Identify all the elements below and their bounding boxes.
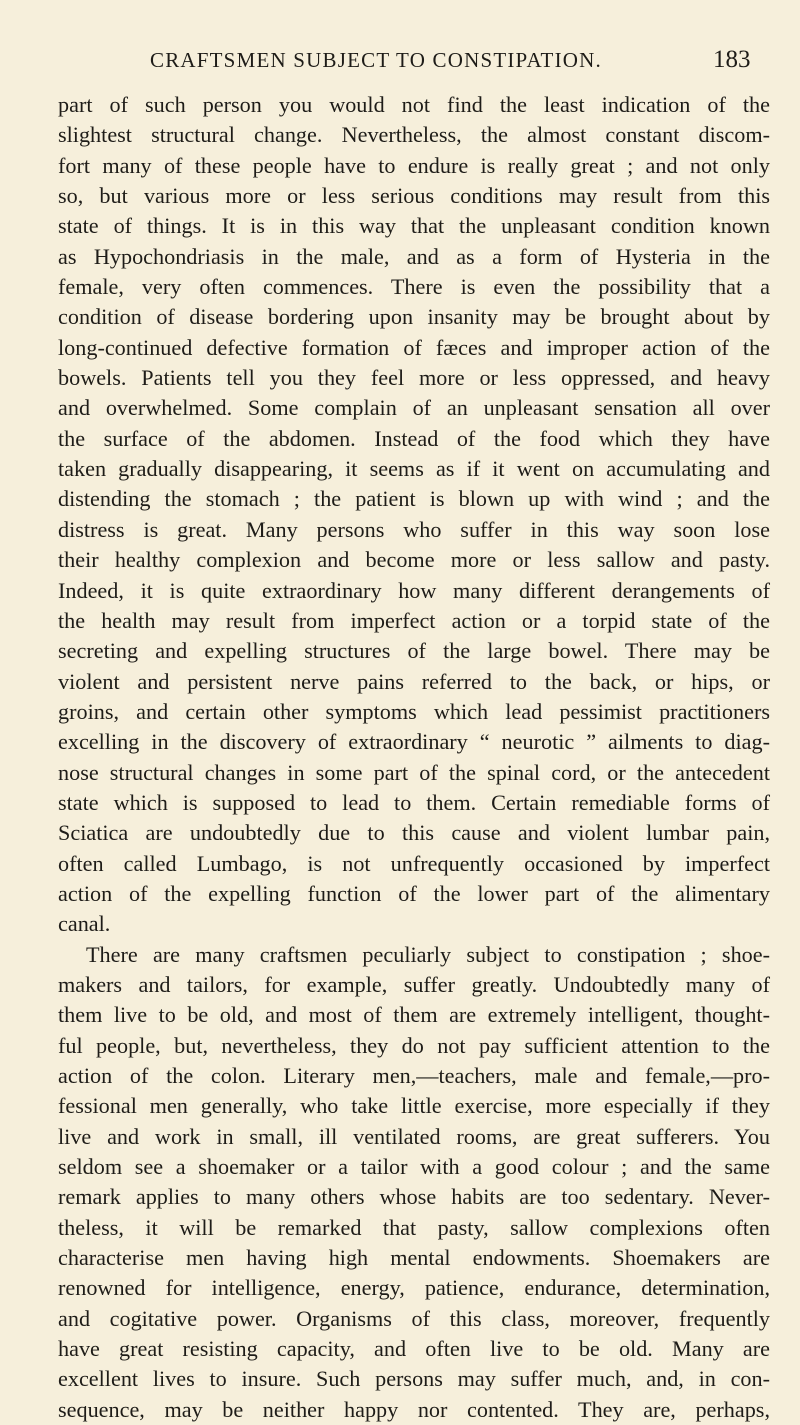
text-line: them live to be old, and most of them are extremely intelligent, thought- — [58, 1002, 770, 1028]
text-line: secreting and expelling structures of the large bowel. There may be — [58, 638, 770, 664]
text-line: ful people, but, nevertheless, they do not pay sufficient attention to the — [58, 1032, 770, 1058]
text-line: violent and persistent nerve pains referred to the back, or hips, or — [58, 668, 770, 694]
text-line: sequence, may be neither happy nor contented. They are, perhaps, — [58, 1396, 770, 1422]
text-line: groins, and certain other symptoms which lead pessimist practitioners — [58, 698, 770, 724]
text-line: fessional men generally, who take little exercise, more especially if they — [58, 1093, 770, 1119]
text-line: characterise men having high mental endowments. Shoemakers are — [58, 1245, 770, 1271]
text-line: remark applies to many others whose habits are too sedentary. Never- — [58, 1184, 770, 1210]
text-line: action of the expelling function of the lower part of the alimentary — [58, 880, 770, 906]
text-line: part of such person you would not find the least indication of the — [58, 92, 770, 117]
text-line: condition of disease bordering upon insanity may be brought about by — [58, 304, 770, 330]
text-line: renowned for intelligence, energy, patience, endurance, determination, — [58, 1275, 770, 1301]
text-line: the health may result from imperfect action or a torpid state of the — [58, 607, 770, 633]
text-line: Indeed, it is quite extraordinary how many different derangements of — [58, 577, 770, 603]
text-line: state which is supposed to lead to them. Certain remediable forms of — [58, 789, 770, 815]
text-line: canal. — [58, 911, 111, 937]
text-line: nose structural changes in some part of the spinal cord, or the antecedent — [58, 759, 770, 785]
text-line: theless, it will be remarked that pasty, sallow complexions often — [58, 1214, 770, 1240]
text-line: the surface of the abdomen. Instead of the food which they have — [58, 425, 770, 451]
text-line: so, but various more or less serious conditions may result from this — [58, 183, 770, 209]
text-line: state of things. It is in this way that the unpleasant condition known — [58, 213, 770, 239]
text-line: distress is great. Many persons who suffer in this way soon lose — [58, 516, 770, 542]
text-line: as Hypochondriasis in the male, and as a form of Hysteria in the — [58, 243, 770, 269]
text-line: Sciatica are undoubtedly due to this cause and violent lumbar pain, — [58, 820, 770, 846]
text-line: bowels. Patients tell you they feel more or less oppressed, and heavy — [58, 365, 770, 391]
text-line: fort many of these people have to endure is really great ; and not only — [58, 152, 770, 178]
page-number: 183 — [713, 46, 751, 73]
text-line: distending the stomach ; the patient is blown up with wind ; and the — [58, 486, 770, 512]
running-head: CRAFTSMEN SUBJECT TO CONSTIPATION. — [150, 48, 602, 72]
text-line: have great resisting capacity, and often live to be old. Many are — [58, 1336, 770, 1362]
body-text — [58, 90, 770, 1425]
text-line: female, very often commences. There is even the possibility that a — [58, 274, 770, 300]
text-line: their healthy complexion and become more or less sallow and pasty. — [58, 547, 770, 573]
text-line: slightest structural change. Nevertheless, the almost constant discom- — [58, 122, 770, 148]
text-line: excellent lives to insure. Such persons may suffer much, and, in con- — [58, 1366, 770, 1392]
text-line: often called Lumbago, is not unfrequently occasioned by imperfect — [58, 850, 770, 876]
text-line: excelling in the discovery of extraordinary “ neurotic ” ailments to diag- — [58, 729, 770, 755]
text-line: seldom see a shoemaker or a tailor with a good colour ; and the same — [58, 1154, 770, 1180]
text-line: live and work in small, ill ventilated rooms, are great sufferers. You — [58, 1123, 770, 1149]
text-line: long-continued defective formation of fæces and improper action of the — [58, 334, 770, 360]
text-line: makers and tailors, for example, suffer greatly. Undoubtedly many of — [58, 971, 770, 997]
text-line: action of the colon. Literary men,—teachers, male and female,—pro- — [58, 1063, 770, 1088]
text-line: taken gradually disappearing, it seems as if it went on accumulating and — [58, 456, 770, 482]
text-line: and cogitative power. Organisms of this class, moreover, frequently — [58, 1305, 770, 1331]
text-line: There are many craftsmen peculiarly subject to constipation ; shoe- — [86, 941, 770, 967]
text-line: and overwhelmed. Some complain of an unpleasant sensation all over — [58, 395, 770, 421]
